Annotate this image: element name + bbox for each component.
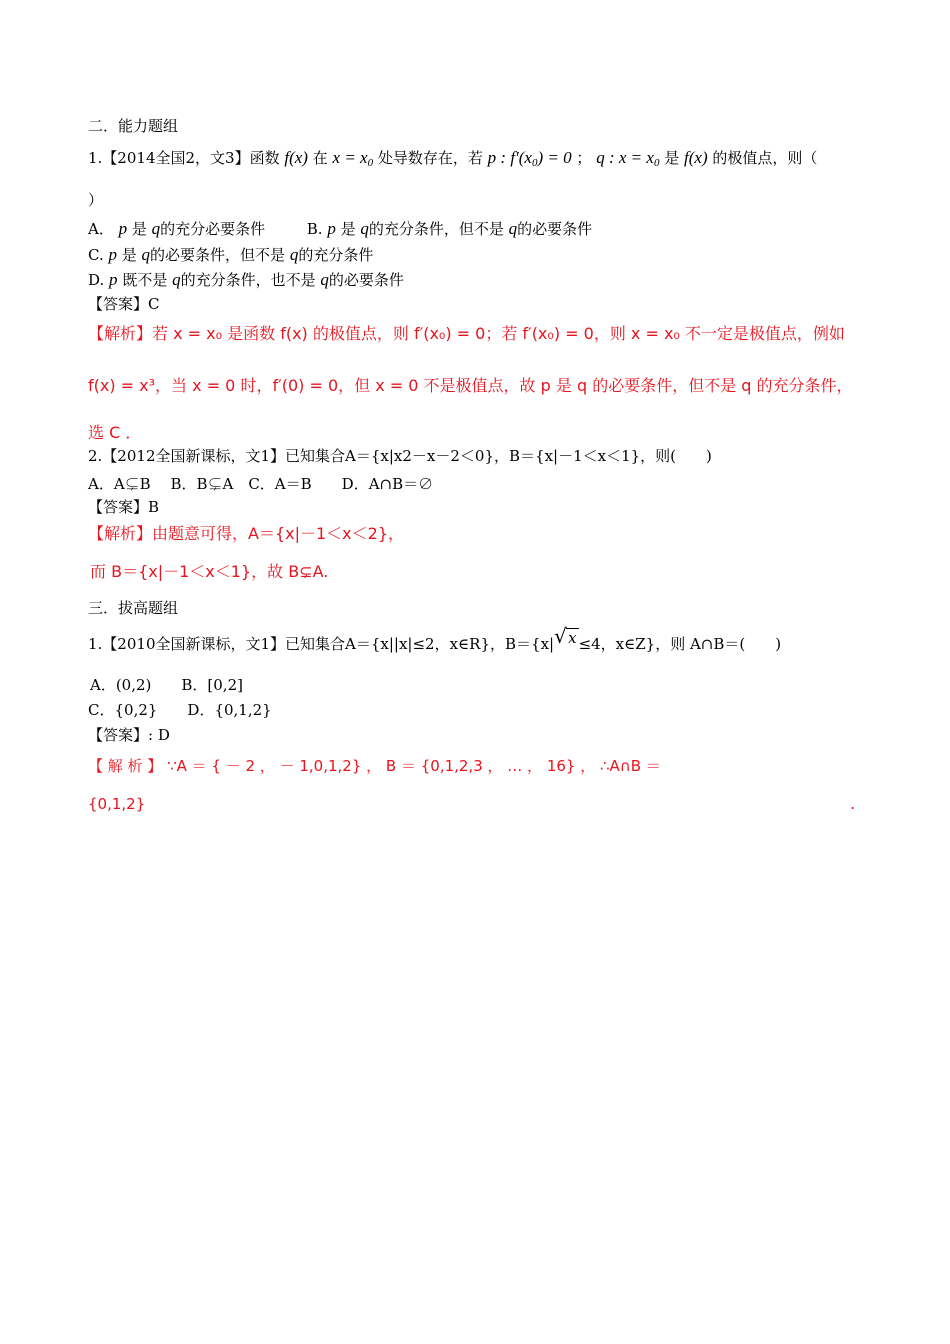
option-c-text2: 的充分条件 bbox=[298, 246, 374, 264]
section-title-2: 二．能力题组 bbox=[88, 117, 179, 135]
q2-explanation-line1: 【解析】由题意可得，A＝{x|－1＜x＜2}， bbox=[88, 524, 404, 543]
text: 处导数存在，若 bbox=[377, 149, 483, 167]
option-d-label: D. bbox=[88, 271, 105, 289]
math-x-eq-x0: $x = x_0$ bbox=[332, 148, 374, 169]
q1-answer: 【答案】C bbox=[88, 295, 160, 313]
math-p: p bbox=[109, 270, 118, 289]
math-q: q bbox=[360, 219, 369, 238]
option-b-text2: 的必要条件 bbox=[517, 220, 593, 238]
math-fx: f(x) bbox=[284, 148, 308, 167]
q2-options: A．A⊊B B．B⊊A C．A＝B D．A∩B＝∅ bbox=[88, 475, 434, 493]
text: 在 bbox=[312, 149, 328, 167]
option-a-text: 的充分必要条件 bbox=[160, 220, 266, 238]
q1-option-c: C. p 是 q的必要条件，但不是 q的充分条件 bbox=[88, 245, 374, 264]
q3-options-cd: C．{0,2} D．{0,1,2} bbox=[88, 701, 272, 719]
math-p-condition: p : $f'(x_0) = 0$ bbox=[487, 148, 572, 169]
q2-stem: 2.【2012全国新课标，文1】已知集合A＝{x|x2－x－2＜0}，B＝{x|－1＜x＜1}，则( ) bbox=[88, 447, 712, 465]
math-p: p bbox=[108, 245, 117, 264]
option-c-text: 的必要条件，但不是 bbox=[150, 246, 286, 264]
q1-option-d bbox=[88, 270, 404, 290]
q1-explanation-line3: 选 C ． bbox=[88, 423, 142, 442]
math-q: q bbox=[151, 219, 161, 238]
q1-prefix: 1.【2014全国2，文3】函数 bbox=[88, 149, 280, 167]
q3-explanation-line1: 【 解 析 】 ∵A ＝ { － 2 ， － 1,0,1,2} ， B ＝ {0,1,2,3 ， … ， 16} ， ∴A∩B ＝ bbox=[88, 757, 661, 775]
math-fx: f(x) bbox=[684, 148, 708, 167]
math-q: q bbox=[289, 245, 299, 264]
q3-explanation-end: . bbox=[850, 794, 856, 813]
option-d-text2: 的充分条件，也不是 bbox=[180, 271, 316, 289]
q3-stem-a: 1.【2010全国新课标，文1】已知集合A＝{x||x|≤2，x∈R}，B＝{x| bbox=[88, 635, 555, 653]
q3-options-ab: A．(0,2) B．[0,2] bbox=[90, 676, 243, 694]
section-title-3: 三．拔高题组 bbox=[88, 599, 179, 617]
math-p: p bbox=[327, 219, 336, 238]
q3-answer: 【答案】: D bbox=[88, 726, 170, 744]
q1-close-paren: ） bbox=[88, 191, 104, 209]
q1-explanation-line2: f(x) = x³，当 x = 0 时，f′(0) = 0，但 x = 0 不是极值点，故 p 是 q 的必要条件，但不是 q 的充分条件， bbox=[88, 376, 853, 395]
sqrt-x: √ x bbox=[556, 634, 578, 654]
math-p: p bbox=[118, 219, 128, 238]
text: ； bbox=[576, 149, 592, 167]
math-q: q bbox=[320, 270, 329, 289]
q2-explanation-line2: 而 B＝{x|－1＜x＜1}，故 B⊊A. bbox=[90, 562, 329, 581]
option-c-label: C. bbox=[88, 246, 104, 264]
option-b-text: 的充分条件，但不是 bbox=[368, 220, 504, 238]
text: 的极值点，则（ bbox=[712, 149, 818, 167]
math-q: q bbox=[508, 219, 518, 238]
option-d-text: 既不是 bbox=[122, 271, 168, 289]
q1-options-ab: A． p 是 q的充分必要条件 B. p 是 q的充分条件，但不是 q的必要条件 bbox=[88, 219, 593, 238]
math-q: q bbox=[172, 270, 181, 289]
q1-stem bbox=[88, 148, 817, 173]
q1-explanation-line1: 【解析】若 x = x₀ 是函数 f(x) 的极值点，则 f′(x₀) = 0；若 f′(x₀) = 0，则 x = x₀ 不一定是极值点，例如 bbox=[88, 324, 845, 343]
q3-explanation-line2: {0,1,2} bbox=[88, 795, 146, 813]
option-d-text3: 的必要条件 bbox=[328, 271, 404, 289]
q2-answer: 【答案】B bbox=[88, 498, 160, 516]
text: 是 bbox=[664, 149, 680, 167]
math-q: q bbox=[141, 245, 151, 264]
option-b-label: B. bbox=[306, 220, 323, 238]
q3-stem bbox=[88, 629, 782, 654]
q3-stem-b: ≤4，x∈Z}，则 A∩B＝( ) bbox=[578, 635, 782, 653]
math-q-condition: q : $x = x_0$ bbox=[596, 148, 660, 169]
option-a-label: A． bbox=[88, 220, 114, 238]
